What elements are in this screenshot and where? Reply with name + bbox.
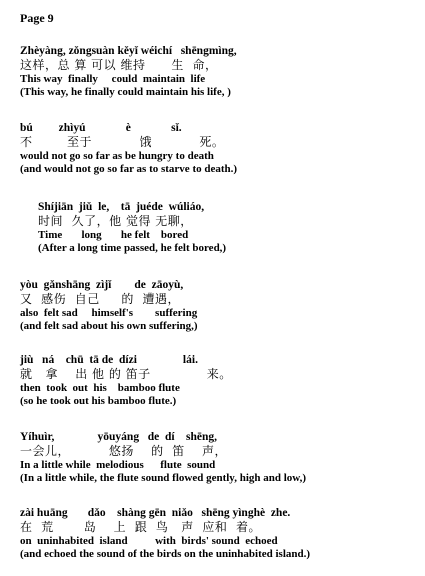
gloss-line: In a little while melodious flute sound bbox=[20, 459, 216, 471]
gloss-line: would not go so far as be hungry to death bbox=[20, 150, 214, 162]
hanzi-line: 不 至于 饿 死。 bbox=[20, 135, 225, 149]
pinyin-line: Shíjiān jiǔ le, tā juéde wúliáo, bbox=[38, 201, 205, 213]
gloss-line: This way finally could maintain life bbox=[20, 73, 206, 85]
hanzi-line: 在 荒 岛 上 跟 鸟 声 应和 着。 bbox=[20, 520, 262, 534]
translation-line: (This way, he finally could maintain his life, ) bbox=[20, 86, 231, 98]
pinyin-line: zài huāng dǎo shàng gēn niǎo shēng yìnghè zhe. bbox=[20, 507, 291, 519]
pinyin-line: jiù ná chū tā de dízi lái. bbox=[20, 354, 198, 366]
hanzi-line: 时间 久了，他 觉得 无聊， bbox=[38, 214, 193, 228]
hanzi-line: 就 拿 出 他 的 笛子 来。 bbox=[20, 367, 232, 381]
hanzi-line: 这样，总 算 可以 维持 生 命， bbox=[20, 58, 218, 72]
translation-line: (and echoed the sound of the birds on the uninhabited island.) bbox=[20, 548, 311, 560]
gloss-line: Time long he felt bored bbox=[38, 229, 189, 241]
translation-line: (and would not go so far as to starve to death.) bbox=[20, 163, 238, 175]
gloss-line: then took out his bamboo flute bbox=[20, 382, 180, 394]
pinyin-line: bú zhìyú è sǐ. bbox=[20, 122, 182, 134]
hanzi-line: 又 感伤 自己 的 遭遇， bbox=[20, 292, 180, 306]
translation-line: (and felt sad about his own suffering,) bbox=[20, 320, 198, 332]
stanza-2 bbox=[20, 121, 415, 176]
gloss-line: also felt sad himself's suffering bbox=[20, 307, 198, 319]
stanza-3 bbox=[38, 200, 425, 255]
translation-line: (so he took out his bamboo flute.) bbox=[20, 395, 177, 407]
pinyin-line: Zhèyàng, zǒngsuàn kěyǐ wéichí shēngmìng, bbox=[20, 45, 237, 57]
stanza-6 bbox=[20, 430, 415, 485]
stanza-7 bbox=[20, 506, 415, 561]
stanza-1 bbox=[20, 44, 415, 99]
stanza-5 bbox=[20, 353, 415, 408]
translation-line: (In a little while, the flute sound flowed gently, high and low,) bbox=[20, 472, 307, 484]
hanzi-line: 一会儿， 悠扬 的 笛 声， bbox=[20, 444, 227, 458]
page-number: Page 9 bbox=[20, 11, 54, 25]
pinyin-line: yòu gǎnshāng zìjǐ de zāoyù, bbox=[20, 279, 184, 291]
gloss-line: on uninhabited island with birds' sound echoed bbox=[20, 535, 278, 547]
stanza-4 bbox=[20, 278, 415, 333]
pinyin-line: Yíhuìr, yōuyáng de dí shēng, bbox=[20, 431, 218, 443]
translation-line: (After a long time passed, he felt bored,) bbox=[38, 242, 227, 254]
